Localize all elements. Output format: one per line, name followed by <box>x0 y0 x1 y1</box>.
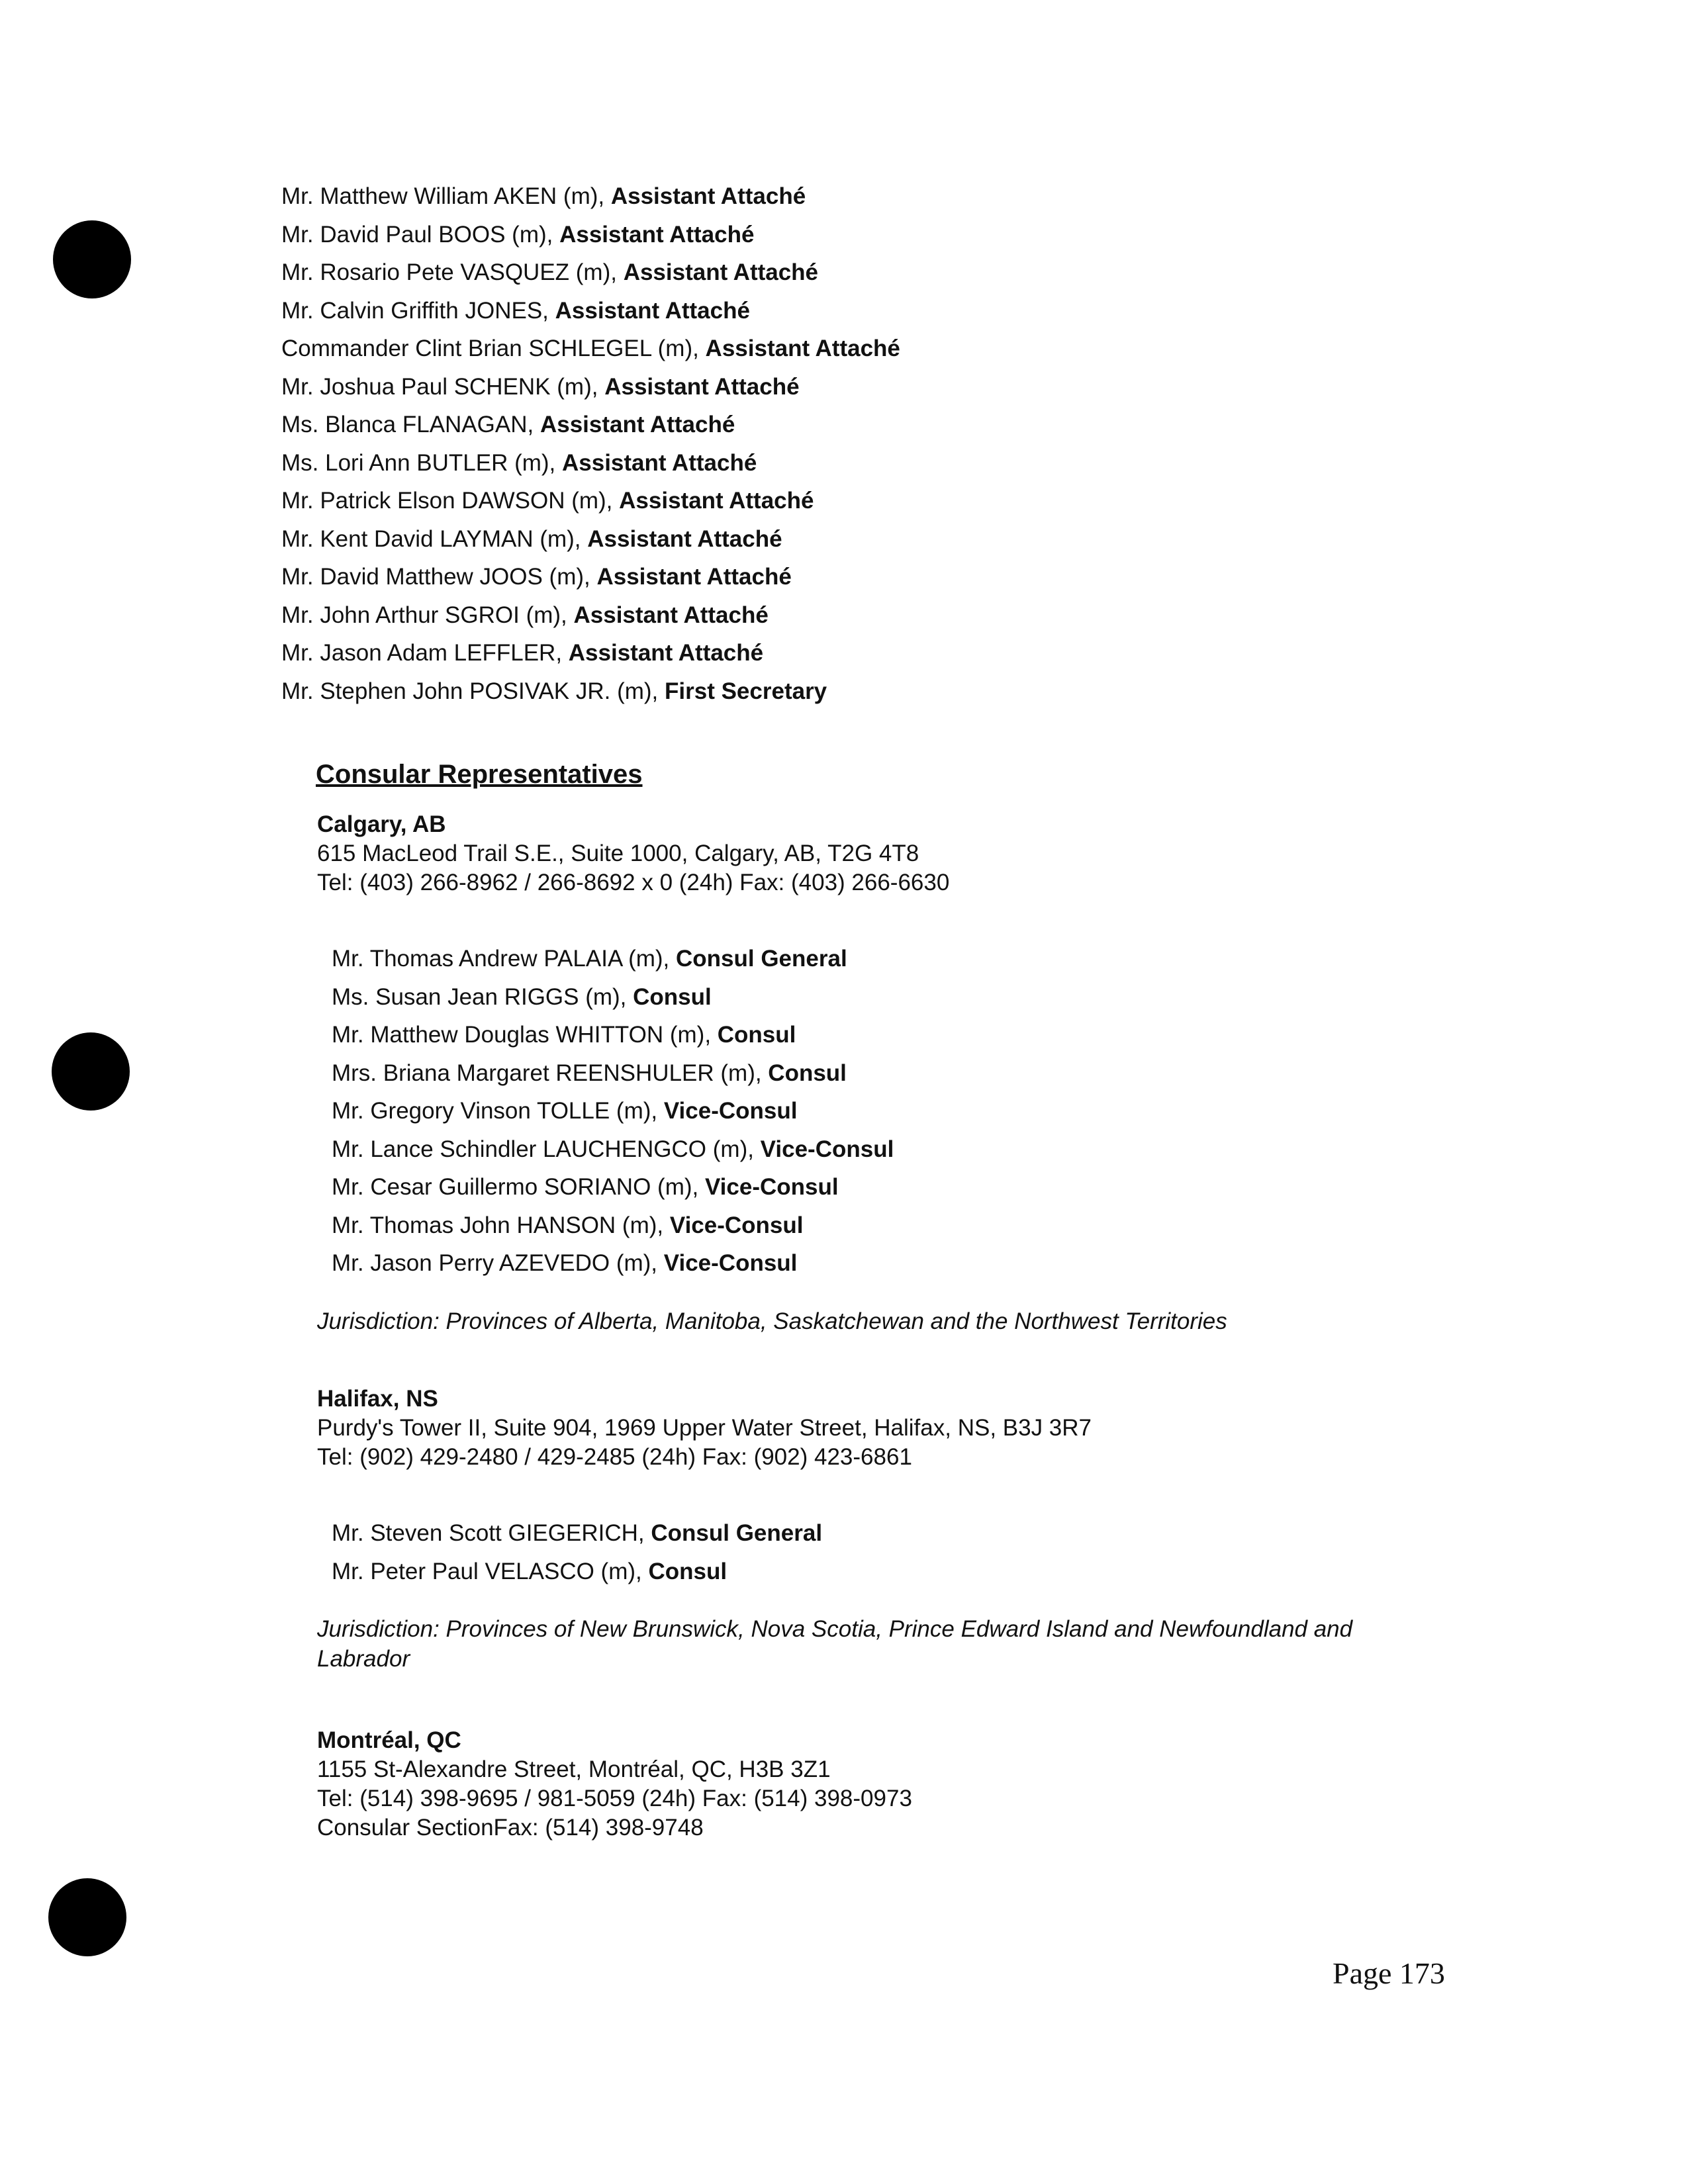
person-title: Vice-Consul <box>669 1212 804 1238</box>
post-halifax <box>317 1385 1403 1674</box>
person-title: Assistant Attaché <box>596 564 792 590</box>
section-heading: Consular Representatives <box>316 760 643 789</box>
person-name: Mr. Steven Scott GIEGERICH, <box>332 1520 651 1546</box>
person-entry <box>332 940 1403 978</box>
person-title: Consul <box>717 1022 796 1048</box>
person-name: Mr. David Paul BOOS (m), <box>281 221 560 248</box>
person-title: Assistant Attaché <box>561 449 757 476</box>
person-name: Mr. Patrick Elson DAWSON (m), <box>281 488 620 514</box>
person-name: Ms. Lori Ann BUTLER (m), <box>281 449 562 476</box>
person-title: Vice-Consul <box>663 1250 798 1276</box>
person-entry <box>281 596 900 635</box>
person-name: Mr. Gregory Vinson TOLLE (m), <box>332 1098 664 1124</box>
person-name: Mr. Lance Schindler LAUCHENGCO (m), <box>332 1136 761 1162</box>
person-name: Mr. Kent David LAYMAN (m), <box>281 525 588 552</box>
person-entry <box>281 216 900 254</box>
person-entry <box>281 330 900 368</box>
officer-list <box>332 1514 1403 1590</box>
person-title: First Secretary <box>665 678 827 704</box>
person-name: Mr. Thomas John HANSON (m), <box>332 1212 670 1238</box>
officer-list <box>332 940 1403 1283</box>
post-jurisdiction: Jurisdiction: Provinces of New Brunswick, Nova Scotia, Prince Edward Island and Newfoundland and Labrador <box>317 1616 1353 1672</box>
person-entry <box>281 177 900 216</box>
person-name: Mr. John Arthur SGROI (m), <box>281 602 574 628</box>
person-entry <box>281 672 900 711</box>
person-title: Assistant Attaché <box>623 259 819 285</box>
person-entry <box>332 1054 1403 1093</box>
person-title: Assistant Attaché <box>568 640 764 666</box>
person-entry <box>281 482 900 520</box>
person-name: Mr. Thomas Andrew PALAIA (m), <box>332 946 676 972</box>
person-name: Mr. David Matthew JOOS (m), <box>281 564 597 590</box>
person-entry <box>281 253 900 292</box>
punch-hole-bottom <box>48 1878 126 1956</box>
person-title: Assistant Attaché <box>555 297 750 324</box>
person-title: Assistant Attaché <box>539 412 735 437</box>
person-entry <box>281 406 900 444</box>
person-title: Assistant Attaché <box>604 373 800 400</box>
person-title: Assistant Attaché <box>619 488 814 514</box>
person-entry <box>281 634 900 672</box>
post-city: Halifax, NS <box>317 1386 438 1412</box>
person-name: Mrs. Briana Margaret REENSHULER (m), <box>332 1060 769 1086</box>
post-address: 1155 St-Alexandre Street, Montréal, QC, H3B 3Z1 <box>317 1756 831 1782</box>
post-city: Montréal, QC <box>317 1727 461 1753</box>
person-entry <box>332 1092 1403 1130</box>
post-address: 615 MacLeod Trail S.E., Suite 1000, Calgary, AB, T2G 4T8 <box>317 841 919 866</box>
person-entry <box>281 368 900 406</box>
post-calgary <box>317 810 1403 1336</box>
person-name: Mr. Rosario Pete VASQUEZ (m), <box>281 259 624 285</box>
person-title: Consul <box>648 1558 727 1584</box>
person-name: Mr. Jason Perry AZEVEDO (m), <box>332 1250 664 1276</box>
person-title: Consul General <box>676 946 847 972</box>
embassy-staff-list <box>281 177 900 710</box>
person-title: Vice-Consul <box>663 1098 798 1124</box>
person-entry <box>332 1553 1403 1591</box>
person-title: Vice-Consul <box>704 1174 839 1200</box>
post-montreal <box>317 1726 912 1843</box>
person-name: Mr. Matthew Douglas WHITTON (m), <box>332 1022 718 1048</box>
person-title: Assistant Attaché <box>587 525 782 552</box>
post-phone: Tel: (902) 429-2480 / 429-2485 (24h) Fax: (902) 423-6861 <box>317 1444 912 1470</box>
person-entry <box>281 292 900 330</box>
person-entry <box>281 558 900 596</box>
person-entry <box>281 444 900 482</box>
punch-hole-top <box>53 220 131 298</box>
person-entry <box>332 1514 1403 1553</box>
post-city: Calgary, AB <box>317 811 446 837</box>
person-entry <box>332 1016 1403 1054</box>
post-phone: Tel: (403) 266-8962 / 266-8692 x 0 (24h) Fax: (403) 266-6630 <box>317 870 950 895</box>
post-consular-fax: Consular SectionFax: (514) 398-9748 <box>317 1815 704 1841</box>
person-name: Mr. Joshua Paul SCHENK (m), <box>281 373 605 400</box>
person-title: Assistant Attaché <box>573 602 769 628</box>
page-number: Page 173 <box>1333 1956 1445 1990</box>
person-name: Commander Clint Brian SCHLEGEL (m), <box>281 336 706 361</box>
person-name: Mr. Cesar Guillermo SORIANO (m), <box>332 1174 705 1200</box>
person-name: Mr. Jason Adam LEFFLER, <box>281 640 569 666</box>
person-title: Consul <box>768 1060 847 1086</box>
person-title: Consul <box>633 983 712 1010</box>
person-title: Assistant Attaché <box>705 336 900 361</box>
person-name: Mr. Stephen John POSIVAK JR. (m), <box>281 678 665 704</box>
person-entry <box>332 1130 1403 1169</box>
person-entry <box>332 1244 1403 1283</box>
post-jurisdiction: Jurisdiction: Provinces of Alberta, Manitoba, Saskatchewan and the Northwest Territories <box>317 1308 1227 1334</box>
post-address: Purdy's Tower II, Suite 904, 1969 Upper Water Street, Halifax, NS, B3J 3R7 <box>317 1415 1092 1441</box>
punch-hole-middle <box>52 1032 130 1111</box>
person-name: Ms. Blanca FLANAGAN, <box>281 412 540 437</box>
person-name: Mr. Peter Paul VELASCO (m), <box>332 1558 649 1584</box>
person-name: Mr. Matthew William AKEN (m), <box>281 183 611 209</box>
person-title: Consul General <box>651 1520 823 1546</box>
person-entry <box>281 520 900 559</box>
person-name: Mr. Calvin Griffith JONES, <box>281 297 555 324</box>
person-entry <box>332 1168 1403 1206</box>
person-title: Assistant Attaché <box>610 183 806 209</box>
person-entry <box>332 978 1403 1017</box>
person-entry <box>332 1206 1403 1245</box>
person-title: Vice-Consul <box>760 1136 894 1162</box>
person-name: Ms. Susan Jean RIGGS (m), <box>332 983 633 1010</box>
post-phone: Tel: (514) 398-9695 / 981-5059 (24h) Fax: (514) 398-0973 <box>317 1786 912 1811</box>
person-title: Assistant Attaché <box>559 221 755 248</box>
